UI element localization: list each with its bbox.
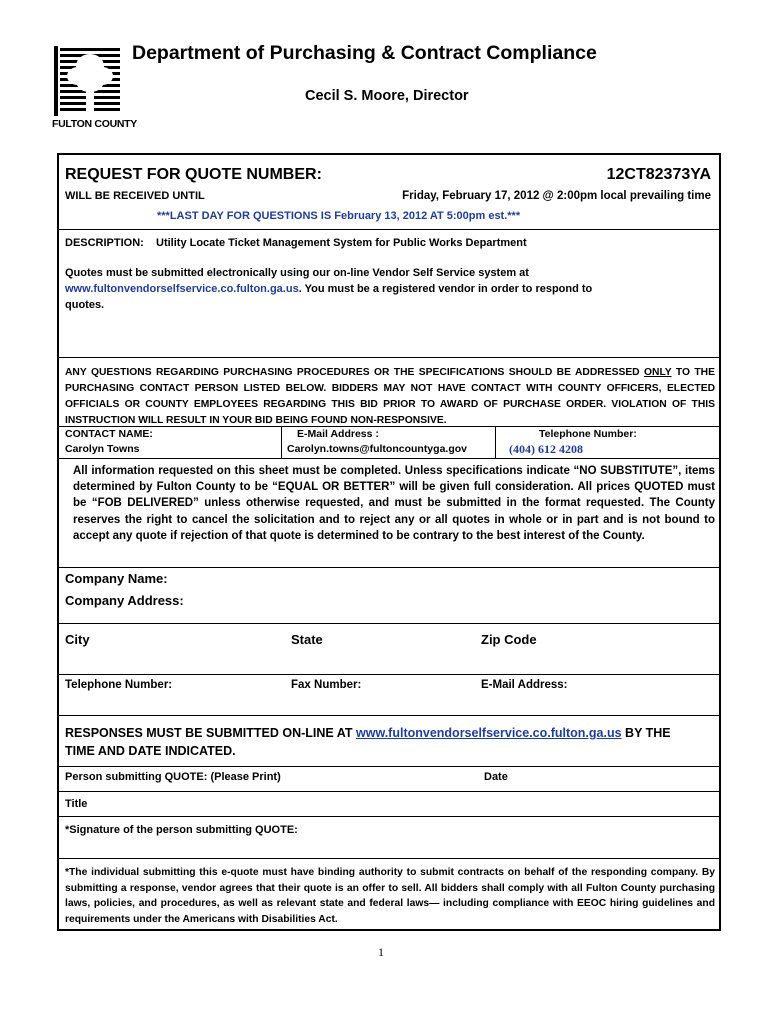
company-name-label: Company Name: [65, 571, 168, 586]
last-day-questions: ***LAST DAY FOR QUESTIONS IS February 13, 2012 AT 5:00pm est.*** [157, 210, 521, 222]
rfq-number-label: REQUEST FOR QUOTE NUMBER: [65, 166, 322, 183]
divider [59, 426, 719, 427]
date-label: Date [484, 771, 508, 783]
divider [59, 858, 719, 859]
general-instructions: All information requested on this sheet must be completed. Unless specifications indicate “NO SUBSTITUTE”, items determined by Fulton County to be “EQUAL OR BETTER” will be given full consideration. All prices QUOTED must be “FOB DELIVERED” unless otherwise requested, and must be submitted in the format requested. The County reserves the right to cancel the solicitation and to reject any or all quotes in whole or in part and is not bound to accept any quote if rejection of that quote is determined to be contrary to the best interest of the County. [73, 465, 715, 542]
description-label: DESCRIPTION: [65, 237, 144, 249]
divider [59, 791, 719, 792]
divider [59, 567, 719, 568]
received-date: Friday, February 17, 2012 @ 2:00pm local prevailing time [402, 190, 711, 202]
divider [59, 623, 719, 624]
contact-name-label: CONTACT NAME: [65, 428, 153, 440]
rfq-number: 12CT82373YA [606, 166, 711, 183]
company-address-label: Company Address: [65, 593, 184, 608]
state-label: State [291, 632, 323, 647]
divider [59, 766, 719, 767]
description-text: Utility Locate Ticket Management System for Public Works Department [156, 237, 527, 249]
responses-notice: RESPONSES MUST BE SUBMITTED ON-LINE AT www.fultonvendorselfservice.co.fulton.ga.us BY THE TIME AND DATE INDICATED. [65, 726, 671, 758]
submission-instructions: Quotes must be submitted electronically using our on-line Vendor Self Service system at www.fultonvendorselfservice.co.fulton.ga.us. You must be a registered vendor in order to respond to quotes. [65, 267, 593, 311]
divider [59, 229, 719, 230]
divider [59, 715, 719, 716]
company-fax-label: Fax Number: [291, 679, 362, 691]
department-title: Department of Purchasing & Contract Compliance [132, 42, 597, 64]
received-until-label: WILL BE RECEIVED UNTIL [65, 190, 205, 202]
binding-authority-disclaimer: *The individual submitting this e-quote must have binding authority to submit contracts on behalf of the responding company. By submitting a response, vendor agrees that their quote is an offer to sell. All bidders shall comply with all Fulton County purchasing laws, policies, and procedures, as well as relevant state and federal laws— including compliance with EEOC hiring guidelines and requirements under the Americans with Disabilities Act. [65, 867, 715, 925]
divider [59, 458, 719, 459]
vendor-portal-link[interactable]: www.fultonvendorselfservice.co.fulton.ga.us [65, 283, 299, 295]
questions-notice: ANY QUESTIONS REGARDING PURCHASING PROCEDURES OR THE SPECIFICATIONS SHOULD BE ADDRESSED ONLY TO THE PURCHASING CONTACT PERSON LISTED BELOW. BIDDERS MAY NOT HAVE CONTACT WITH COUNTY OFFICERS, ELECTED OFFICIALS OR COUNTY EMPLOYEES REGARDING THIS BID PRIOR TO AWARD OF PURCHASE ORDER. VIOLATION OF THIS INSTRUCTION WILL RESULT IN YOUR BID BEING FOUND NON-RESPONSIVE. [65, 367, 715, 426]
page-number: 1 [378, 945, 384, 959]
title-label: Title [65, 798, 88, 810]
logo-text: FULTON COUNTY [52, 118, 137, 130]
director-name: Cecil S. Moore, Director [305, 88, 469, 104]
contact-phone: (404) 612 4208 [509, 442, 583, 456]
contact-email-label: E-Mail Address : [297, 428, 379, 440]
contact-name: Carolyn Towns [65, 443, 140, 455]
divider [59, 674, 719, 675]
divider [59, 357, 719, 358]
responses-portal-link[interactable]: www.fultonvendorselfservice.co.fulton.ga.us [356, 726, 622, 740]
divider [59, 816, 719, 817]
company-phone-label: Telephone Number: [65, 679, 173, 691]
rfq-form [57, 153, 721, 931]
contact-phone-label: Telephone Number: [539, 428, 637, 440]
person-submitting-label: Person submitting QUOTE: (Please Print) [65, 771, 281, 783]
fulton-county-logo [52, 44, 137, 136]
signature-label: *Signature of the person submitting QUOTE: [65, 824, 298, 836]
contact-email: Carolyn.towns@fultoncountyga.gov [287, 443, 467, 455]
zip-code-label: Zip Code [481, 632, 537, 647]
city-label: City [65, 632, 90, 647]
company-email-label: E-Mail Address: [481, 679, 568, 691]
